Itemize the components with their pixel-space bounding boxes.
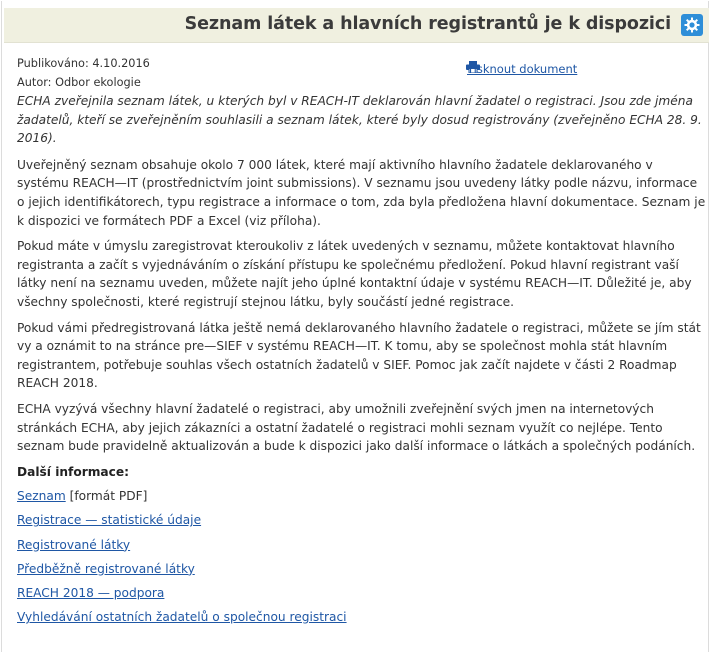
link-seznam[interactable]: Seznam <box>17 489 66 504</box>
article-paragraph: ECHA vyzývá všechny hlavní žadatelé o registraci, aby umožnili zveřejnění svých jmen na internetových stránkách ECHA, aby jejich zákazníci a ostatní žadatelé o registraci mohli seznam využít co nejlépe. Tento seznam bude pravidelně aktualizován a bude k dispozici jako další informace o látkách a společných podáních. <box>17 401 696 454</box>
gear-icon[interactable] <box>681 14 703 36</box>
list-item <box>17 536 707 555</box>
article-paragraph: Pokud máte v úmyslu zaregistrovat kteroukoliv z látek uvedených v seznamu, můžete kontaktovat hlavního registranta a začít s vyjednáváním o získání přístupu ke společnému předložení. Pokud hlavní registrant vaší látky není na seznamu uveden, můžete najít jeho úplné kontaktní údaje v systému REACH—IT. Důležité je, aby všechny společnosti, které registrují stejnou látku, byly součástí jedné registrace. <box>17 239 692 309</box>
link-reach-2018[interactable]: REACH 2018 — podpora <box>17 586 165 601</box>
author: Autor: Odbor ekologie <box>17 75 141 89</box>
list-item <box>17 608 707 627</box>
link-predbezne-registrovane[interactable]: Předběžně registrované látky <box>17 561 195 576</box>
link-registrovane-latky[interactable]: Registrované látky <box>17 537 131 552</box>
page-title: Seznam látek a hlavních registrantů je k dispozici <box>184 14 671 34</box>
link-registrace-statistiky[interactable]: Registrace — statistické údaje <box>17 513 202 528</box>
list-item <box>17 560 707 579</box>
article-paragraph: Pokud vámi předregistrovaná látka ještě nemá deklarovaného hlavního žadatele o registraci, můžete se jím stát vy a oznámit to na stránce pre—SIEF v systému REACH—IT. K tomu, aby se společnost mohla stát hlavním registrantem, potřebuje souhlas všech ostatních žadatelů v SIEF. Pomoc jak začít najdete v části 2 Roadmap REACH 2018. <box>17 320 701 391</box>
list-item <box>17 511 707 530</box>
print-link[interactable]: Tisknout dokument <box>467 62 578 76</box>
more-info-links <box>17 487 707 627</box>
list-item <box>17 487 707 506</box>
list-item <box>17 584 707 603</box>
article-paragraph: Uveřejněný seznam obsahuje okolo 7 000 látek, které mají aktivního hlavního žadatele deklarovaného v systému REACH—IT (prostřednictvím joint submissions). V seznamu jsou uvedeny látky podle názvu, informace o jejich identifikátorech, typu registrace a informace o tom, zda byla předložena hlavní dokumentace. Seznam je k dispozici ve formátech PDF a Excel (viz příloha). <box>17 157 706 228</box>
article-intro: ECHA zveřejnila seznam látek, u kterých byl v REACH-IT deklarován hlavní žadatel o registraci. Jsou zde jména žadatelů, kteří se zveřejněním souhlasili a seznam látek, které byly dosud registrovány (zveřejněno ECHA 28. 9. 2016). <box>17 94 702 146</box>
link-format-note: [formát PDF] <box>65 489 148 504</box>
link-vyhledavani-zadatelu[interactable]: Vyhledávání ostatních žadatelů o společnou registraci <box>17 610 347 625</box>
title-bar <box>4 8 709 43</box>
article-content <box>17 55 707 632</box>
more-info-heading: Další informace: <box>17 464 130 479</box>
published-date: Publikováno: 4.10.2016 <box>17 57 150 70</box>
